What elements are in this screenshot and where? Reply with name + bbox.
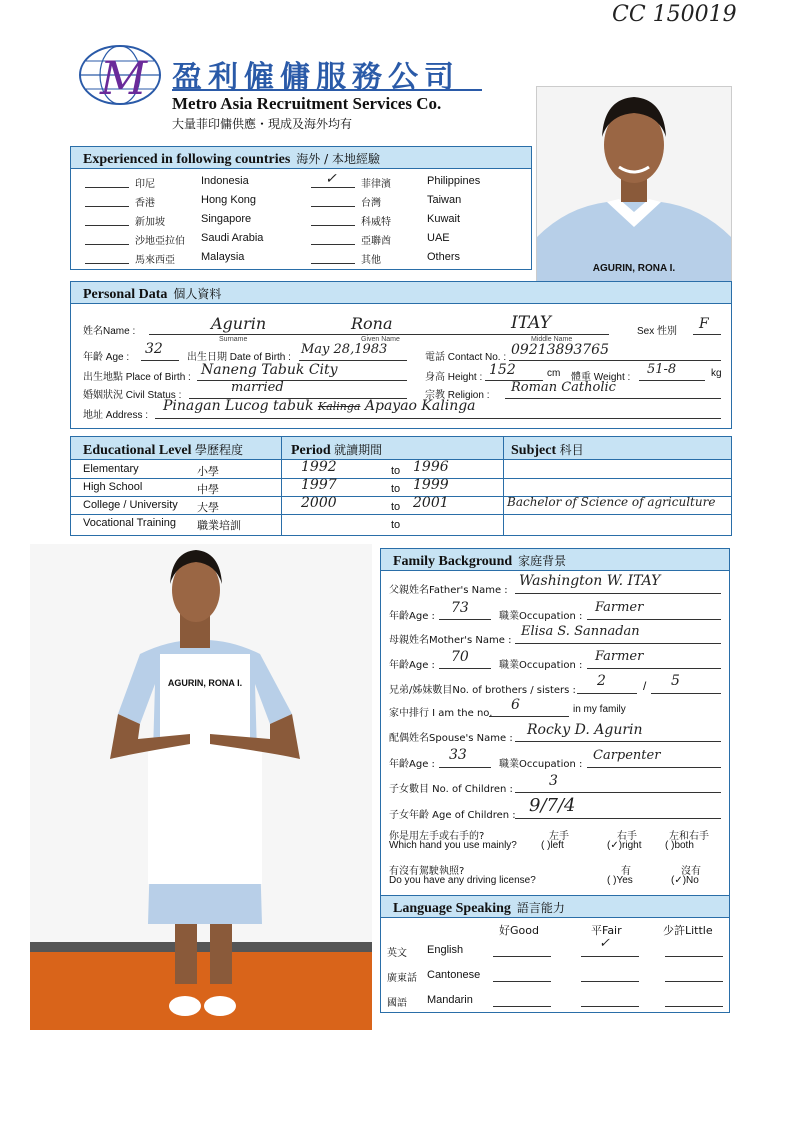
edu-period-from: 1992 [301, 459, 337, 475]
family-header [381, 549, 729, 571]
country-name: Others [427, 251, 461, 263]
language-level-line-fair[interactable] [581, 956, 639, 957]
spouse-age-value: 33 [449, 747, 467, 763]
portrait-photo [536, 86, 732, 282]
hand-question-chinese: 你是用左手或右手的? [389, 831, 485, 842]
sex-underline [693, 334, 721, 335]
period-title [291, 441, 382, 459]
weight-value: 51-8 [647, 362, 677, 377]
surname-caption: Surname [219, 336, 248, 343]
level-good: 好Good [499, 924, 539, 937]
name-label-chinese: 姓名 [83, 326, 103, 337]
mother-occupation-label: 職業Occupation : [499, 660, 583, 671]
country-name-chinese: 新加坡 [135, 217, 165, 228]
weight-label: Weight : [593, 372, 631, 383]
uniform-name-label: AGURIN, RONA I. [167, 678, 243, 688]
country-name-chinese: 香港 [135, 198, 155, 209]
father-underline [515, 593, 721, 594]
name-underline [149, 334, 609, 335]
mother-underline [515, 643, 721, 644]
countries-title-chinese: 海外 / 本地經驗 [296, 152, 380, 166]
subject-title-chinese: 科目 [559, 443, 584, 457]
countries-header [71, 147, 531, 169]
edu-period-from: 2000 [301, 495, 337, 511]
personal-data-header [71, 282, 731, 304]
country-name: Hong Kong [201, 194, 257, 206]
surname-value: Agurin [211, 314, 267, 333]
contact-label-chinese: 電話 [425, 352, 445, 363]
father-occupation-label: 職業Occupation : [499, 611, 583, 622]
children-age-underline [515, 818, 721, 819]
contact-underline [509, 360, 721, 361]
spouse-age-label: 年齡Age : [389, 759, 435, 770]
children-underline [515, 792, 721, 793]
language-level-line-little[interactable] [665, 981, 723, 982]
edu-period-to-label: to [391, 501, 401, 513]
country-name: Taiwan [427, 194, 462, 206]
family-title-chinese: 家庭背景 [518, 554, 567, 568]
language-level-line-fair[interactable] [581, 1006, 639, 1007]
country-checkbox-line[interactable] [85, 263, 129, 264]
name-label: Name : [103, 326, 136, 337]
father-age-underline [439, 619, 491, 620]
education-title [83, 441, 243, 459]
level-fair: 平Fair [591, 924, 622, 937]
company-tagline: 大量菲印傭供應・現成及海外均有 [172, 117, 353, 131]
religion-label-chinese: 宗教 [425, 390, 445, 401]
country-name-chinese: 科威特 [361, 217, 391, 228]
language-name-chinese: 國語 [387, 998, 407, 1009]
country-checkbox-line[interactable] [311, 206, 355, 207]
pob-label-chinese: 出生地點 [83, 372, 123, 383]
country-name: Indonesia [201, 175, 249, 187]
children-age-value: 9/7/4 [529, 795, 576, 816]
father-age-label: 年齡Age : [389, 611, 435, 622]
weight-underline [639, 380, 705, 381]
reference-number: CC 150019 [612, 2, 737, 27]
left-hand-chinese: 左手 [549, 831, 569, 842]
language-level-line-good[interactable] [493, 956, 551, 957]
edu-level-chinese: 大學 [197, 501, 219, 514]
middle-name-caption: Middle Name [531, 336, 573, 343]
level-little: 少許Little [663, 924, 713, 937]
edu-period-to: 2001 [413, 495, 449, 511]
father-value: Washington W. ITAY [519, 573, 661, 589]
country-name: Singapore [201, 213, 252, 225]
license-yes-option[interactable]: ( )Yes [607, 875, 633, 886]
country-name: Saudi Arabia [201, 232, 264, 244]
children-value: 3 [549, 773, 558, 789]
license-yes-chinese: 有 [621, 866, 631, 877]
siblings-label: 兄弟/姊妹數目No. of brothers / sisters : [389, 685, 576, 696]
religion-underline [505, 398, 721, 399]
edu-col-divider-1 [281, 437, 282, 535]
country-checkbox-line[interactable] [85, 225, 129, 226]
pob-label: Place of Birth : [125, 372, 191, 383]
language-name-chinese: 廣東話 [387, 973, 417, 984]
language-level-line-good[interactable] [493, 981, 551, 982]
edu-subject: Bachelor of Science of agriculture [507, 495, 716, 509]
mother-occupation-value: Farmer [595, 649, 644, 664]
license-question-chinese: 有沒有駕駛執照? [389, 866, 465, 877]
address-label-chinese: 地址 [83, 410, 103, 421]
countries-section [70, 146, 532, 270]
pob-underline [197, 380, 407, 381]
edu-level-name: Elementary [83, 463, 139, 475]
license-no-chinese: 沒有 [681, 866, 701, 877]
family-title: Family Background [393, 554, 513, 569]
mother-value: Elisa S. Sannadan [521, 624, 640, 639]
country-checkbox-line[interactable] [311, 225, 355, 226]
weight-label-chinese: 體重 [571, 372, 591, 383]
contact-label: Contact No. : [447, 352, 507, 363]
height-label: Height : [447, 372, 483, 383]
edu-period-to: 1996 [413, 459, 449, 475]
subject-title-text: Subject [511, 443, 557, 458]
language-level-mark-fair: ✓ [599, 936, 610, 951]
sex-label-chinese: 性別 [657, 326, 678, 337]
country-checkbox-line[interactable] [311, 263, 355, 264]
country-checkbox-line[interactable] [85, 244, 129, 245]
education-title-chinese: 學歷程度 [195, 443, 244, 457]
address-part-one: Pinagan Lucog tabuk [163, 398, 314, 414]
country-name: Philippines [427, 175, 481, 187]
personal-data-title: Personal Data [83, 287, 168, 302]
spouse-occupation-underline [587, 767, 721, 768]
edu-row-divider [71, 478, 731, 479]
edu-level-name: College / University [83, 499, 178, 511]
language-level-line-good[interactable] [493, 1006, 551, 1007]
portrait-name-label: AGURIN, RONA I. [592, 263, 676, 274]
address-struck-word: Kalinga [317, 400, 361, 413]
sisters-value: 5 [671, 673, 680, 689]
country-check-mark: ✓ [325, 171, 337, 187]
civil-label-chinese: 婚姻狀況 [83, 390, 123, 401]
education-title-text: Educational Level [83, 443, 192, 458]
sex-value: F [699, 316, 709, 332]
height-value: 152 [489, 362, 516, 378]
dob-value: May 28,1983 [301, 342, 388, 357]
edu-level-chinese: 職業培訓 [197, 519, 241, 532]
edu-period-from: 1997 [301, 477, 337, 493]
country-name: Kuwait [427, 213, 461, 225]
sisters-underline [651, 693, 721, 694]
hand-question: Which hand you use mainly? [389, 840, 517, 851]
edu-row-divider [71, 514, 731, 515]
contact-value: 09213893765 [511, 342, 609, 358]
children-label: 子女數目 No. of Children : [389, 784, 513, 795]
dob-label-chinese: 出生日期 [187, 352, 227, 363]
spouse-label: 配偶姓名Spouse's Name : [389, 733, 513, 744]
country-checkbox-line[interactable] [311, 244, 355, 245]
edu-level-name: High School [83, 481, 143, 493]
sex-label: Sex [637, 326, 655, 337]
civil-label: Civil Status : [125, 390, 182, 401]
country-name-chinese: 沙地亞拉伯 [135, 236, 185, 247]
mother-label: 母親姓名Mother's Name : [389, 635, 512, 646]
religion-label: Religion : [447, 390, 490, 401]
age-underline [141, 360, 179, 361]
country-name-chinese: 台灣 [361, 198, 381, 209]
edu-col-divider-2 [503, 437, 504, 535]
age-label-chinese: 年齡 [83, 352, 103, 363]
company-logo [78, 44, 162, 111]
brothers-value: 2 [597, 673, 606, 689]
license-question: Do you have any driving license? [389, 875, 536, 886]
logo-divider [172, 89, 482, 91]
left-hand-option[interactable]: ( )left [541, 840, 564, 851]
age-value: 32 [145, 341, 163, 357]
dob-label: Date of Birth : [229, 352, 291, 363]
spouse-occupation-label: 職業Occupation : [499, 759, 583, 770]
address-underline [155, 418, 721, 419]
period-title-chinese: 就讀期間 [334, 443, 383, 457]
country-name-chinese: 其他 [361, 255, 381, 266]
edu-period-to-label: to [391, 519, 401, 531]
religion-value: Roman Catholic [511, 380, 616, 395]
height-label-chinese: 身高 [425, 372, 445, 383]
rank-suffix: in my family [573, 704, 626, 715]
license-no-option[interactable]: (✓)No [671, 875, 699, 886]
country-name: UAE [427, 232, 450, 244]
given-name-caption: Given Name [361, 336, 400, 343]
language-name-chinese: 英文 [387, 948, 407, 959]
language-level-line-little[interactable] [665, 1006, 723, 1007]
mother-age-underline [439, 668, 491, 669]
rank-underline [489, 716, 569, 717]
father-age-value: 73 [451, 600, 469, 616]
subject-title [511, 441, 584, 459]
language-section [380, 895, 730, 1013]
edu-level-chinese: 小學 [197, 465, 219, 478]
country-checkbox-line[interactable] [85, 187, 129, 188]
country-name-chinese: 印尼 [135, 179, 155, 190]
weight-unit: kg [711, 368, 722, 379]
right-hand-chinese: 右手 [617, 831, 637, 842]
edu-period-to-label: to [391, 483, 401, 495]
company-name-chinese: 盈利僱傭服務公司 [172, 60, 460, 95]
language-name: English [427, 944, 464, 956]
mother-occupation-underline [587, 668, 721, 669]
country-name-chinese: 亞聯酋 [361, 236, 391, 247]
full-body-photo [30, 544, 372, 1030]
dob-underline [299, 360, 407, 361]
language-name: Mandarin [427, 994, 473, 1006]
country-checkbox-line[interactable] [85, 206, 129, 207]
given-name-value: Rona [351, 314, 393, 333]
family-section [380, 548, 730, 896]
country-checkbox-line[interactable] [311, 187, 355, 188]
father-label: 父親姓名Father's Name : [389, 585, 508, 596]
language-title-chinese: 語言能力 [516, 901, 565, 915]
edu-level-name: Vocational Training [83, 517, 176, 529]
spouse-age-underline [439, 767, 491, 768]
spouse-underline [515, 741, 721, 742]
children-age-label: 子女年齡 Age of Children : [389, 810, 516, 821]
personal-data-title-chinese: 個人資料 [173, 287, 222, 301]
period-title-text: Period [291, 443, 331, 458]
civil-value: married [231, 380, 284, 395]
edu-level-chinese: 中學 [197, 483, 219, 496]
svg-text:M: M [100, 51, 148, 105]
country-name: Malaysia [201, 251, 245, 263]
father-occupation-value: Farmer [595, 600, 644, 615]
age-label: Age : [105, 352, 130, 363]
address-value [163, 398, 476, 414]
mother-age-value: 70 [451, 649, 469, 665]
language-level-line-fair[interactable] [581, 981, 639, 982]
edu-period-to: 1999 [413, 477, 449, 493]
right-hand-option[interactable]: (✓)right [607, 840, 642, 851]
siblings-separator: / [643, 679, 647, 693]
address-part-two: Apayao Kalinga [364, 398, 476, 414]
language-level-line-little[interactable] [665, 956, 723, 957]
language-name: Cantonese [427, 969, 481, 981]
personal-data-section [70, 281, 732, 429]
pob-value: Naneng Tabuk City [201, 362, 338, 378]
brothers-underline [577, 693, 637, 694]
rank-label: 家中排行 I am the no. [389, 708, 493, 719]
mother-age-label: 年齡Age : [389, 660, 435, 671]
both-hands-chinese: 左和右手 [669, 831, 709, 842]
spouse-occupation-value: Carpenter [593, 748, 661, 763]
father-occupation-underline [587, 619, 721, 620]
edu-period-to-label: to [391, 465, 401, 477]
address-label: Address : [105, 410, 149, 421]
countries-title: Experienced in following countries [83, 152, 291, 167]
country-name-chinese: 菲律濱 [361, 179, 391, 190]
language-header [381, 896, 729, 918]
height-unit: cm [547, 368, 561, 379]
education-section [70, 436, 732, 536]
both-hands-option[interactable]: ( )both [665, 840, 694, 851]
country-name-chinese: 馬來西亞 [135, 255, 175, 266]
spouse-value: Rocky D. Agurin [527, 722, 643, 738]
middle-name-value: ITAY [511, 313, 551, 333]
language-title: Language Speaking [393, 901, 511, 916]
rank-value: 6 [511, 697, 520, 713]
company-name-english: Metro Asia Recruitment Services Co. [172, 94, 442, 113]
